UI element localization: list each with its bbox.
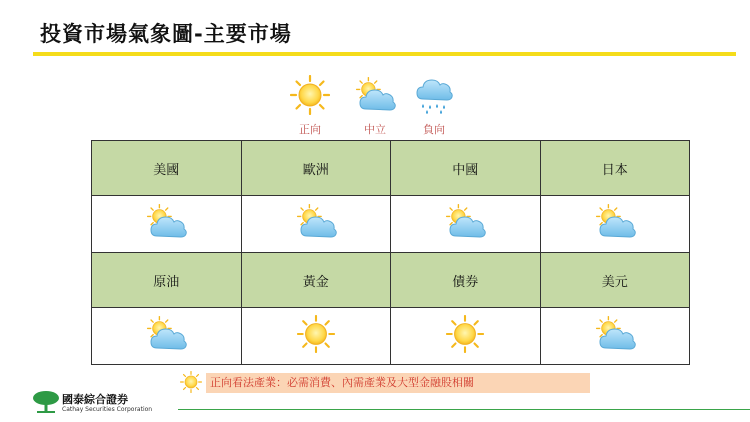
legend-item-negative bbox=[404, 75, 464, 137]
table-row bbox=[92, 308, 690, 365]
legend-item-neutral bbox=[345, 75, 405, 137]
legend-label: 正向 bbox=[299, 123, 321, 136]
sun-icon bbox=[297, 315, 335, 353]
market-header: 美國 bbox=[92, 141, 242, 196]
sun-cloud-icon bbox=[354, 75, 396, 115]
market-icon-cell bbox=[391, 196, 541, 253]
page-title: 投資市場氣象圖-主要市場 bbox=[40, 22, 292, 46]
table-row bbox=[92, 141, 690, 196]
title-underline bbox=[33, 52, 736, 56]
sun-cloud-icon bbox=[594, 314, 636, 354]
note-sun-icon bbox=[180, 371, 202, 397]
market-header: 美元 bbox=[540, 252, 690, 307]
company-logo bbox=[32, 389, 172, 419]
positive-sector-note: 正向看法產業：必需消費、內需產業及大型金融股相關 bbox=[206, 373, 590, 393]
market-header: 中國 bbox=[391, 141, 541, 196]
market-header: 黃金 bbox=[241, 252, 391, 307]
sun-cloud-icon bbox=[444, 202, 486, 242]
sun-icon bbox=[446, 315, 484, 353]
market-icon-cell bbox=[540, 196, 690, 253]
sun-cloud-icon bbox=[145, 314, 187, 354]
rain-cloud-icon bbox=[413, 75, 455, 115]
market-icon-cell bbox=[540, 308, 690, 365]
tree-logo-icon bbox=[32, 389, 60, 415]
market-icon-cell bbox=[391, 308, 541, 365]
company-name-cn: 國泰綜合證券 bbox=[62, 393, 128, 406]
sun-cloud-icon bbox=[295, 202, 337, 242]
market-header: 歐洲 bbox=[241, 141, 391, 196]
legend-label: 負向 bbox=[423, 123, 445, 136]
market-icon-cell bbox=[92, 196, 242, 253]
market-header: 日本 bbox=[540, 141, 690, 196]
footer-divider bbox=[178, 409, 750, 410]
table-row bbox=[92, 196, 690, 253]
market-header: 債券 bbox=[391, 252, 541, 307]
market-icon-cell bbox=[92, 308, 242, 365]
market-icon-cell bbox=[241, 196, 391, 253]
table-row bbox=[92, 252, 690, 307]
sun-cloud-icon bbox=[594, 202, 636, 242]
market-icon-cell bbox=[241, 308, 391, 365]
market-header: 原油 bbox=[92, 252, 242, 307]
market-weather-table bbox=[91, 140, 690, 365]
sun-icon bbox=[290, 75, 330, 115]
company-name-en: Cathay Securities Corporation bbox=[62, 406, 153, 413]
legend-item-positive bbox=[280, 75, 340, 137]
legend-label: 中立 bbox=[364, 123, 386, 136]
sun-cloud-icon bbox=[145, 202, 187, 242]
